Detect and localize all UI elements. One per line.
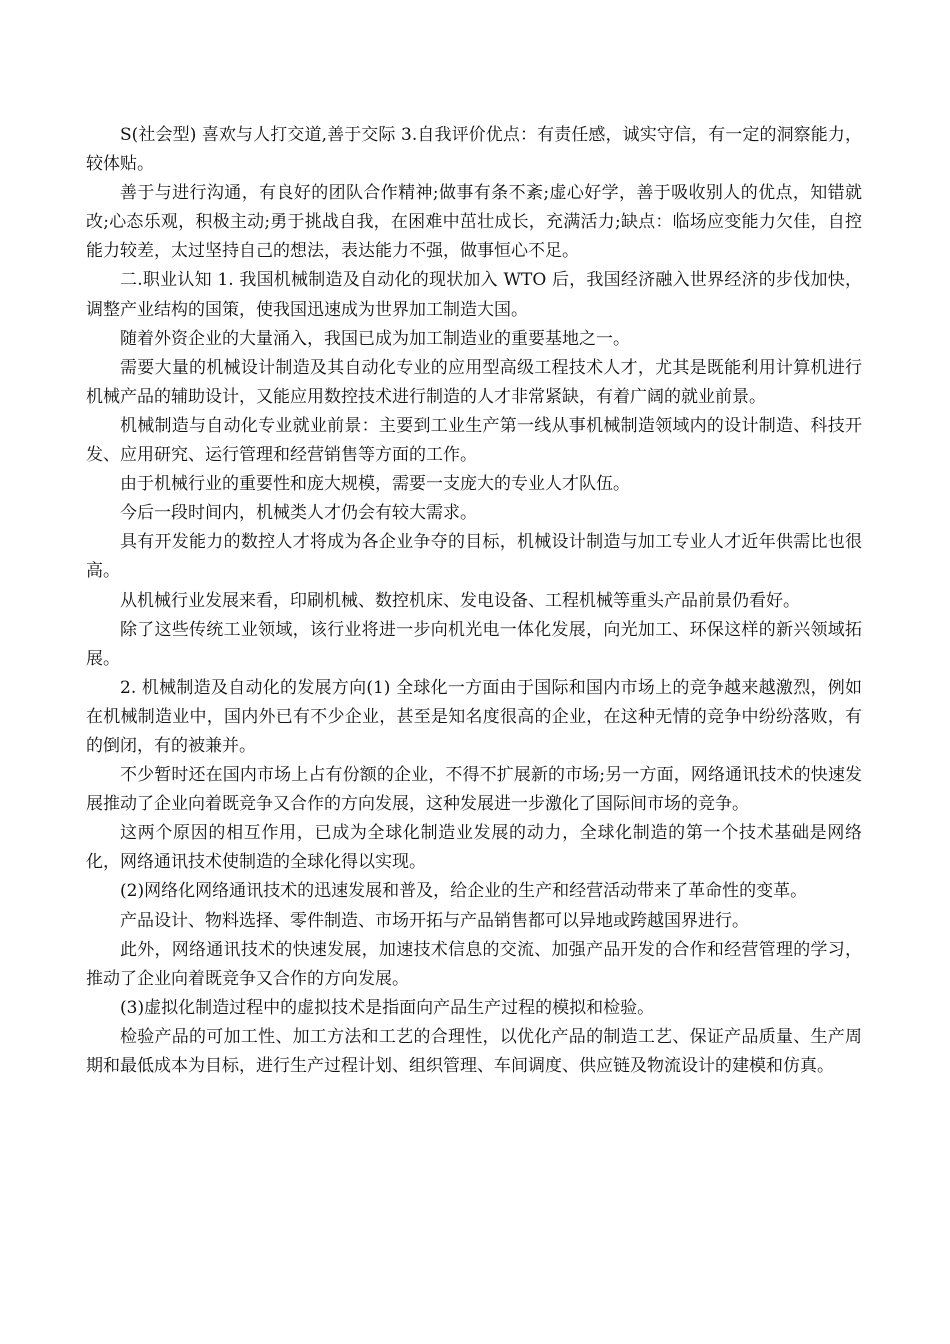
paragraph: 二.职业认知 1. 我国机械制造及自动化的现状加入 WTO 后，我国经济融入世界经济的步伐加快，调整产业结构的国策，使我国迅速成为世界加工制造大国。 bbox=[86, 270, 862, 320]
paragraph: 除了这些传统工业领域，该行业将进一步向机光电一体化发展，向光加工、环保这样的新兴领域拓展。 bbox=[86, 619, 862, 669]
paragraph: 这两个原因的相互作用，已成为全球化制造业发展的动力，全球化制造的第一个技术基础是网络化，网络通讯技术使制造的全球化得以实现。 bbox=[86, 823, 862, 873]
paragraph: 从机械行业发展来看，印刷机械、数控机床、发电设备、工程机械等重头产品前景仍看好。 bbox=[120, 590, 800, 611]
paragraph: (3)虚拟化制造过程中的虚拟技术是指面向产品生产过程的模拟和检验。 bbox=[120, 997, 655, 1018]
paragraph: 此外，网络通讯技术的快速发展，加速技术信息的交流、加强产品开发的合作和经营管理的学习，推动了企业向着既竞争又合作的方向发展。 bbox=[86, 939, 862, 989]
paragraph: 不少暂时还在国内市场上占有份额的企业，不得不扩展新的市场;另一方面，网络通讯技术的快速发展推动了企业向着既竞争又合作的方向发展，这种发展进一步激化了国际间市场的竞争。 bbox=[86, 765, 862, 815]
paragraph: 随着外资企业的大量涌入，我国已成为加工制造业的重要基地之一。 bbox=[120, 328, 630, 349]
paragraph: 机械制造与自动化专业就业前景：主要到工业生产第一线从事机械制造领域内的设计制造、科技开发、应用研究、运行管理和经营销售等方面的工作。 bbox=[86, 415, 862, 466]
paragraph: 由于机械行业的重要性和庞大规模，需要一支庞大的专业人才队伍。 bbox=[120, 474, 630, 495]
paragraph: 检验产品的可加工性、加工方法和工艺的合理性，以优化产品的制造工艺、保证产品质量、生产周期和最低成本为目标，进行生产过程计划、组织管理、车间调度、供应链及物流设计的建模和仿真。 bbox=[86, 1026, 862, 1076]
paragraph: 需要大量的机械设计制造及其自动化专业的应用型高级工程技术人才，尤其是既能利用计算机进行机械产品的辅助设计，又能应用数控技术进行制造的人才非常紧缺，有着广阔的就业前景。 bbox=[86, 357, 862, 407]
paragraph: 善于与进行沟通，有良好的团队合作精神;做事有条不紊;虚心好学，善于吸收别人的优点，知错就改;心态乐观，积极主动;勇于挑战自我，在困难中茁壮成长，充满活力;缺点：临场应变能力欠佳，自控能力较差，太过坚持自己的想法，表达能力不强，做事恒心不足。 bbox=[86, 183, 862, 262]
paragraph: 今后一段时间内，机械类人才仍会有较大需求。 bbox=[120, 503, 477, 524]
paragraph: S(社会型) 喜欢与人打交道,善于交际 3.自我评价优点：有责任感，诚实守信，有一定的洞察能力，较体贴。 bbox=[86, 125, 862, 175]
paragraph: 产品设计、物料选择、零件制造、市场开拓与产品销售都可以异地或跨越国界进行。 bbox=[120, 910, 749, 931]
paragraph: (2)网络化网络通讯技术的迅速发展和普及，给企业的生产和经营活动带来了革命性的变革。 bbox=[120, 881, 808, 902]
paragraph: 2. 机械制造及自动化的发展方向(1) 全球化一方面由于国际和国内市场上的竞争越来越激烈，例如在机械制造业中，国内外已有不少企业，甚至是知名度很高的企业，在这种无情的竞争中纷纷落败，有的倒闭，有的被兼并。 bbox=[86, 677, 862, 756]
document-body bbox=[86, 121, 862, 1081]
paragraph: 具有开发能力的数控人才将成为各企业争夺的目标，机械设计制造与加工专业人才近年供需比也很高。 bbox=[86, 532, 862, 582]
